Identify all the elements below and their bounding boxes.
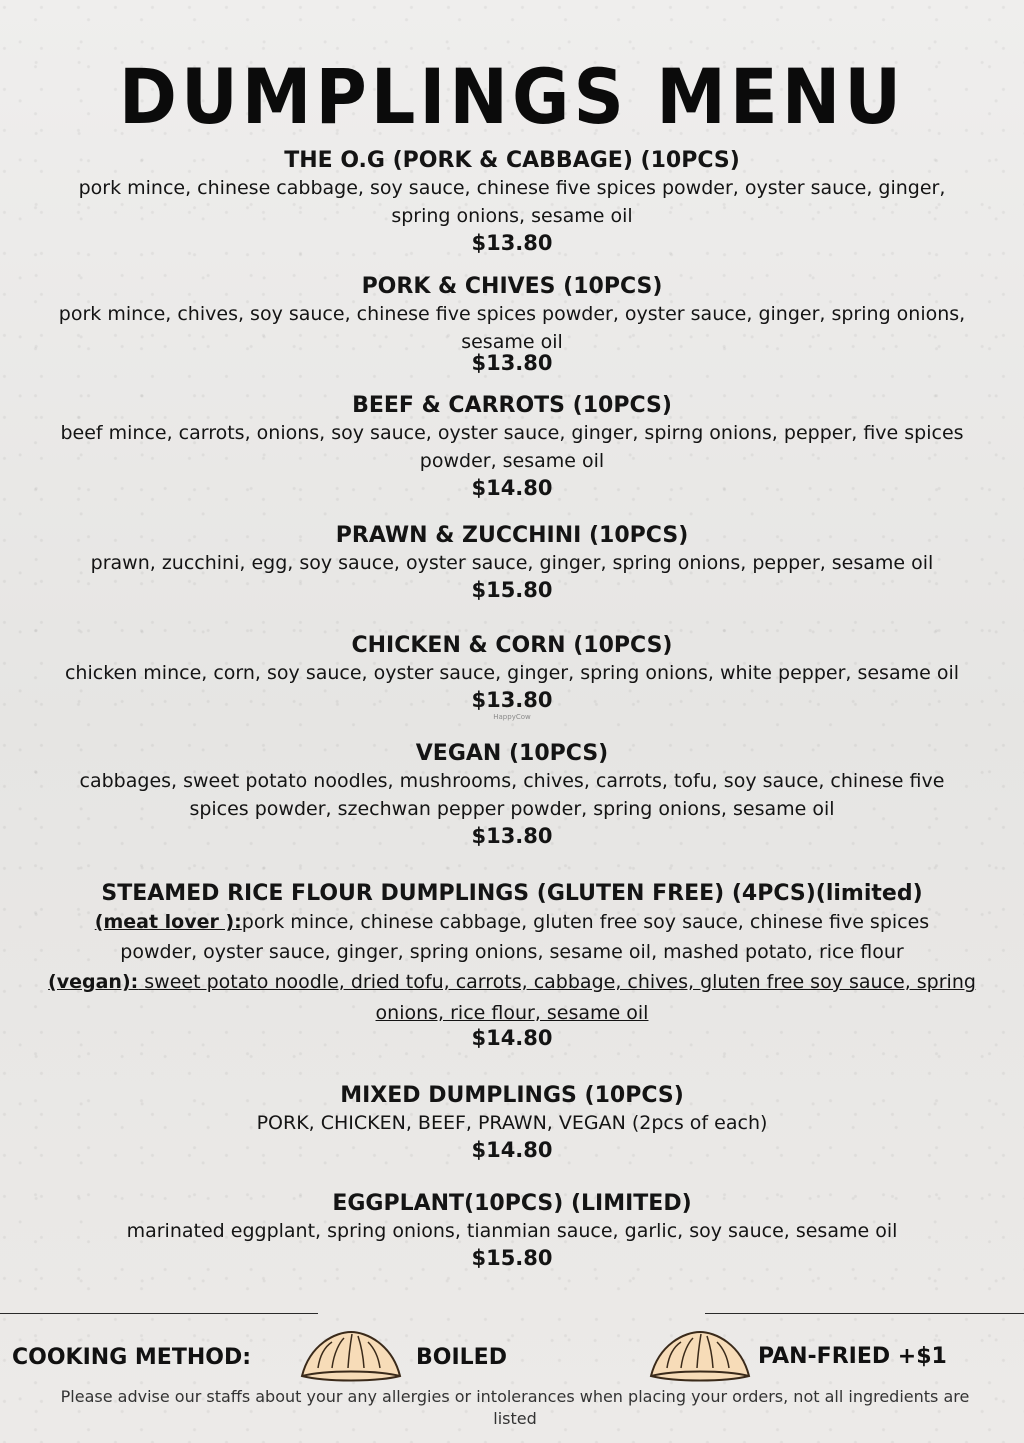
vegan-label: (vegan): xyxy=(48,971,139,993)
item-name: BEEF & CARROTS (10PCS) xyxy=(352,393,672,418)
item-description: pork mince, chives, soy sauce, chinese five spices powder, oyster sauce, ginger, spring onions, sesame oil xyxy=(58,303,966,353)
item-price: $13.80 xyxy=(471,231,553,255)
item-name: THE O.G (PORK & CABBAGE) (10PCS) xyxy=(284,148,740,173)
vegan-ingredients: sweet potato noodle, dried tofu, carrots, cabbage, chives, gluten free soy sauce, spring onions, rice flour, sesame oil xyxy=(138,971,976,1024)
dumpling-icon xyxy=(296,1324,406,1386)
menu-title: DUMPLINGS MENU xyxy=(118,52,906,142)
meat-lover-label: (meat lover ): xyxy=(94,911,242,933)
divider-right xyxy=(705,1313,1024,1314)
item-description: cabbages, sweet potato noodles, mushrooms, chives, carrots, tofu, soy sauce, chinese five spices powder, szechwan pepper powder, spring onions, sesame oil xyxy=(79,770,945,820)
menu-item-og xyxy=(0,148,1024,256)
menu-item-eggplant xyxy=(0,1191,1024,1271)
item-description: pork mince, chinese cabbage, soy sauce, chinese five spices powder, oyster sauce, ginger, spring onions, sesame oil xyxy=(78,177,946,227)
item-name: MIXED DUMPLINGS (10PCS) xyxy=(340,1083,684,1108)
menu-item-chicken-corn xyxy=(0,633,1024,713)
menu-item-vegan xyxy=(0,741,1024,849)
dumpling-icon xyxy=(645,1324,755,1386)
item-name: CHICKEN & CORN (10PCS) xyxy=(351,633,673,658)
item-price: $13.80 xyxy=(471,351,553,375)
item-description: prawn, zucchini, egg, soy sauce, oyster sauce, ginger, spring onions, pepper, sesame oil xyxy=(90,552,934,574)
item-price: $13.80 xyxy=(471,688,553,712)
item-name: STEAMED RICE FLOUR DUMPLINGS (GLUTEN FREE) (4PCS)(limited) xyxy=(101,881,923,906)
item-name: EGGPLANT(10PCS) (LIMITED) xyxy=(332,1191,692,1216)
boiled-option: BOILED xyxy=(416,1345,507,1370)
menu-item-pork-chives xyxy=(0,274,1024,376)
item-description: marinated eggplant, spring onions, tianmian sauce, garlic, soy sauce, sesame oil xyxy=(126,1220,898,1242)
pan-fried-option: PAN-FRIED +$1 xyxy=(758,1344,947,1369)
divider-left xyxy=(0,1313,318,1314)
item-price: $13.80 xyxy=(471,824,553,848)
menu-item-prawn-zucchini xyxy=(0,523,1024,603)
watermark: HappyCow xyxy=(493,713,531,721)
item-price: $14.80 xyxy=(471,1138,553,1162)
menu-item-beef-carrots xyxy=(0,393,1024,501)
vegan-description xyxy=(0,967,1024,1029)
item-price: $14.80 xyxy=(471,476,553,500)
meat-lover-description xyxy=(0,907,1024,967)
cooking-method-label: COOKING METHOD: xyxy=(12,1345,252,1370)
meat-lover-ingredients: pork mince, chinese cabbage, gluten free soy sauce, chinese five spices powder, oyster sauce, ginger, spring onions, sesame oil, mashed potato, rice flour xyxy=(120,911,930,963)
menu-item-mixed xyxy=(0,1083,1024,1163)
item-price: $15.80 xyxy=(471,1246,553,1270)
item-name: PORK & CHIVES (10PCS) xyxy=(361,274,663,299)
item-description: beef mince, carrots, onions, soy sauce, oyster sauce, ginger, spirng onions, pepper, five spices powder, sesame oil xyxy=(60,422,964,472)
item-description: chicken mince, corn, soy sauce, oyster sauce, ginger, spring onions, white pepper, sesame oil xyxy=(64,662,960,684)
item-price: $15.80 xyxy=(471,578,553,602)
menu-item-gluten-free xyxy=(0,881,1024,1051)
item-name: VEGAN (10PCS) xyxy=(415,741,609,766)
item-price: $14.80 xyxy=(471,1026,553,1050)
item-name: PRAWN & ZUCCHINI (10PCS) xyxy=(335,523,689,548)
allergy-notice: Please advise our staffs about your any allergies or intolerances when placing your orders, not all ingredients are listed xyxy=(60,1387,970,1428)
item-description: PORK, CHICKEN, BEEF, PRAWN, VEGAN (2pcs of each) xyxy=(256,1112,768,1134)
